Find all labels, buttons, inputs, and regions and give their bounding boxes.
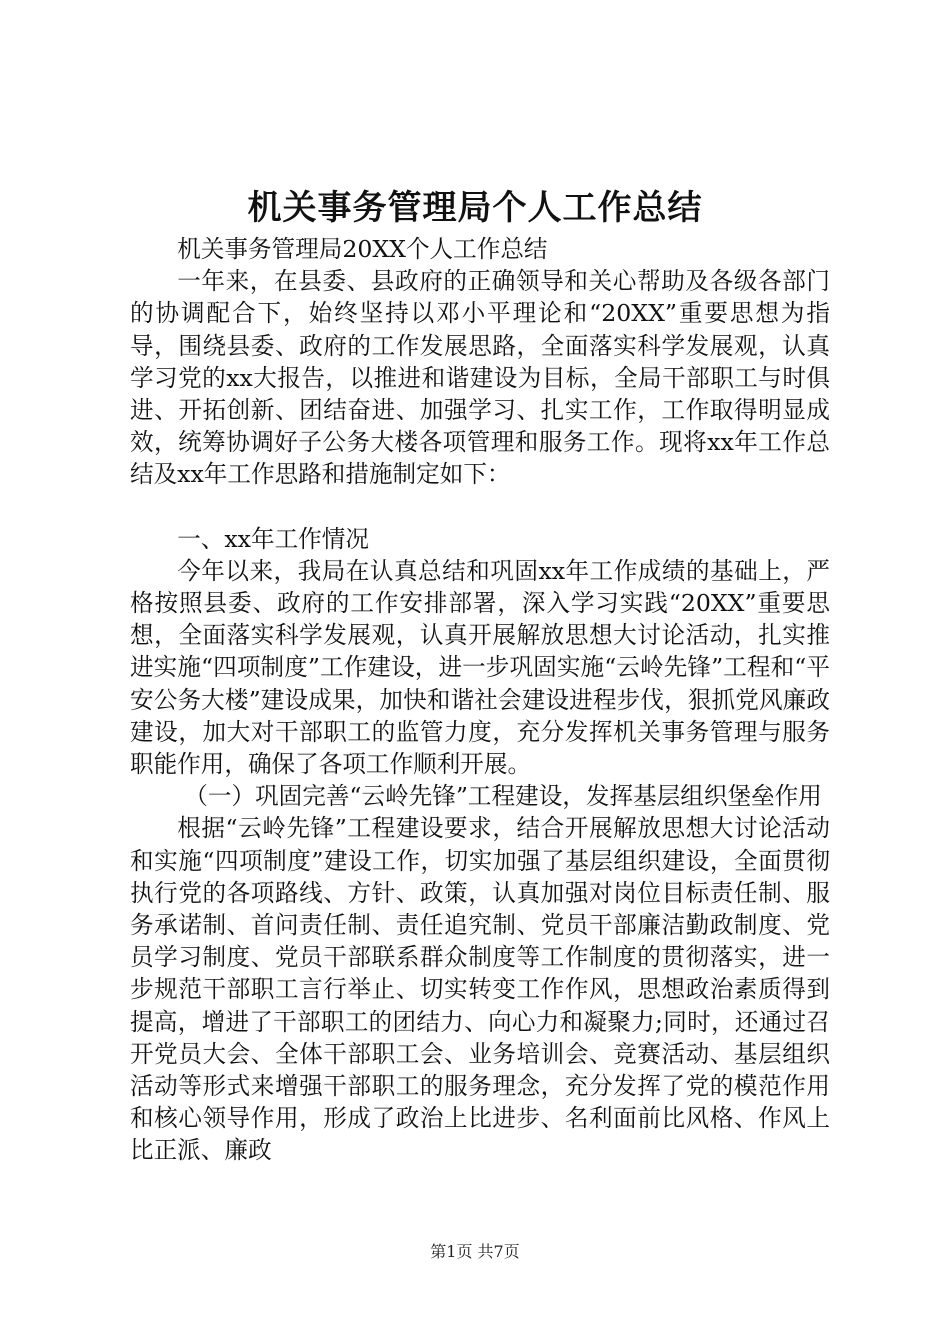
document-subtitle: 机关事务管理局20XX个人工作总结 bbox=[177, 235, 548, 263]
paragraph-intro: 一年来，在县委、县政府的正确领导和关心帮助及各级各部门的协调配合下，始终坚持以邓小平理论和“20XX”重要思想为指导，围绕县委、政府的工作发展思路，全面落实科学发展观，认真学习党的xx大报告，以推进和谐建设为目标，全局干部职工与时俱进、开拓创新、团结奋进、加强学习、扎实工作，工作取得明显成效，统筹协调好子公务大楼各项管理和服务工作。现将xx年工作总结及xx年工作思路和措施制定如下： bbox=[130, 267, 830, 489]
document-title: 机关事务管理局个人工作总结 bbox=[247, 188, 703, 228]
page-number: 第1页 共7页 bbox=[430, 1242, 520, 1261]
section-heading: 一、xx年工作情况 bbox=[177, 524, 369, 553]
subsection-heading: （一）巩固完善“云岭先锋”工程建设，发挥基层组织堡垒作用 bbox=[184, 782, 822, 811]
paragraph-overview: 今年以来，我局在认真总结和巩固xx年工作成绩的基础上，严格按照县委、政府的工作安排部署，深入学习实践“20XX”重要思想，全面落实科学发展观，认真开展解放思想大讨论活动，扎实推进实施“四项制度”工作建设，进一步巩固实施“云岭先锋”工程和“平安公务大楼”建设成果，加快和谐社会建设进程步伐，狠抓党风廉政建设，加大对干部职工的监管力度，充分发挥机关事务管理与服务职能作用，确保了各项工作顺利开展。 bbox=[130, 556, 830, 779]
paragraph-spacer bbox=[130, 491, 830, 523]
paragraph-detail: 根据“云岭先锋”工程建设要求，结合开展解放思想大讨论活动和实施“四项制度”建设工作，切实加强了基层组织建设，全面贯彻执行党的各项路线、方针、政策，认真加强对岗位目标责任制、服务承诺制、首问责任制、责任追究制、党员干部廉洁勤政制度、党员学习制度、党员干部联系群众制度等工作制度的贯彻落实，进一步规范干部职工言行举止、切实转变工作作风，思想政治素质得到提高，增进了干部职工的团结力、向心力和凝聚力;同时，还通过召开党员大会、全体干部职工会、业务培训会、竞赛活动、基层组织活动等形式来增强干部职工的服务理念，充分发挥了党的模范作用和核心领导作用，形成了政治上比进步、名利面前比风格、作风上比正派、廉政 bbox=[130, 814, 830, 1165]
document-body bbox=[130, 233, 830, 1167]
